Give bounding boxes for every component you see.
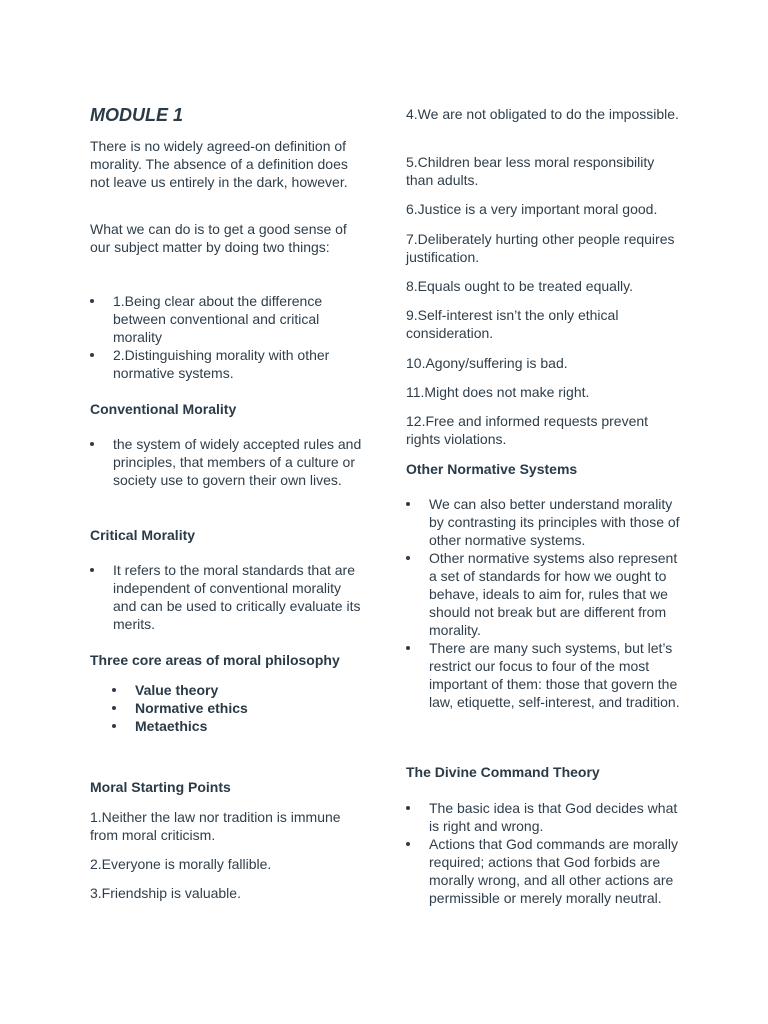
- starting-point-7: 7.Deliberately hurting other people requires justification.: [406, 231, 675, 265]
- list-item: 2.Distinguishing morality with other normative systems.: [90, 346, 362, 382]
- starting-point-1: 1.Neither the law nor tradition is immune from moral criticism.: [90, 809, 341, 843]
- list-item: Metaethics: [90, 717, 362, 735]
- starting-point-11: 11.Might does not make right.: [406, 384, 590, 400]
- critical-morality-list: [90, 561, 362, 633]
- core-areas-heading: Three core areas of moral philosophy: [90, 652, 340, 668]
- critical-morality-heading: Critical Morality: [90, 527, 196, 543]
- divine-command-theory-list: [406, 799, 682, 907]
- starting-point-2: 2.Everyone is morally fallible.: [90, 856, 272, 872]
- moral-starting-points-heading: Moral Starting Points: [90, 779, 231, 795]
- list-item: Normative ethics: [90, 699, 362, 717]
- starting-point-12: 12.Free and informed requests prevent rights violations.: [406, 413, 649, 447]
- starting-point-3: 3.Friendship is valuable.: [90, 885, 241, 901]
- conventional-morality-heading: Conventional Morality: [90, 401, 237, 417]
- starting-point-8: 8.Equals ought to be treated equally.: [406, 278, 634, 294]
- list-item: The basic idea is that God decides what is right and wrong.: [406, 799, 682, 835]
- starting-point-6: 6.Justice is a very important moral good.: [406, 201, 658, 217]
- page-title: MODULE 1: [90, 105, 184, 125]
- list-item: 1.Being clear about the difference between conventional and critical morality: [90, 292, 362, 346]
- starting-point-4: 4.We are not obligated to do the impossible.: [406, 106, 679, 122]
- other-normative-systems-heading: Other Normative Systems: [406, 461, 578, 477]
- list-item: Value theory: [90, 681, 362, 699]
- list-item: Other normative systems also represent a set of standards for how we ought to behave, ideals to aim for, rules that we should not break but are different from morality.: [406, 549, 682, 639]
- starting-point-9: 9.Self-interest isn’t the only ethical consideration.: [406, 307, 619, 341]
- intro-paragraph-1: There is no widely agreed-on definition of morality. The absence of a definition does not leave us entirely in the dark, however.: [90, 138, 348, 190]
- core-areas-list: [90, 681, 362, 735]
- other-normative-systems-list: [406, 495, 682, 711]
- divine-command-theory-heading: The Divine Command Theory: [406, 764, 600, 780]
- list-item: It refers to the moral standards that are independent of conventional morality and can be used to critically evaluate its merits.: [90, 561, 362, 633]
- two-things-list: [90, 292, 362, 382]
- conventional-morality-list: [90, 435, 362, 489]
- list-item: There are many such systems, but let’s restrict our focus to four of the most important of them: those that govern the law, etiquette, self-interest, and tradition.: [406, 639, 682, 711]
- intro-paragraph-2: What we can do is to get a good sense of our subject matter by doing two things:: [90, 221, 347, 255]
- starting-point-5: 5.Children bear less moral responsibility than adults.: [406, 154, 655, 188]
- list-item: We can also better understand morality by contrasting its principles with those of other normative systems.: [406, 495, 682, 549]
- list-item: Actions that God commands are morally required; actions that God forbids are morally wrong, and all other actions are permissible or merely morally neutral.: [406, 835, 682, 907]
- starting-point-10: 10.Agony/suffering is bad.: [406, 355, 568, 371]
- list-item: the system of widely accepted rules and principles, that members of a culture or society use to govern their own lives.: [90, 435, 362, 489]
